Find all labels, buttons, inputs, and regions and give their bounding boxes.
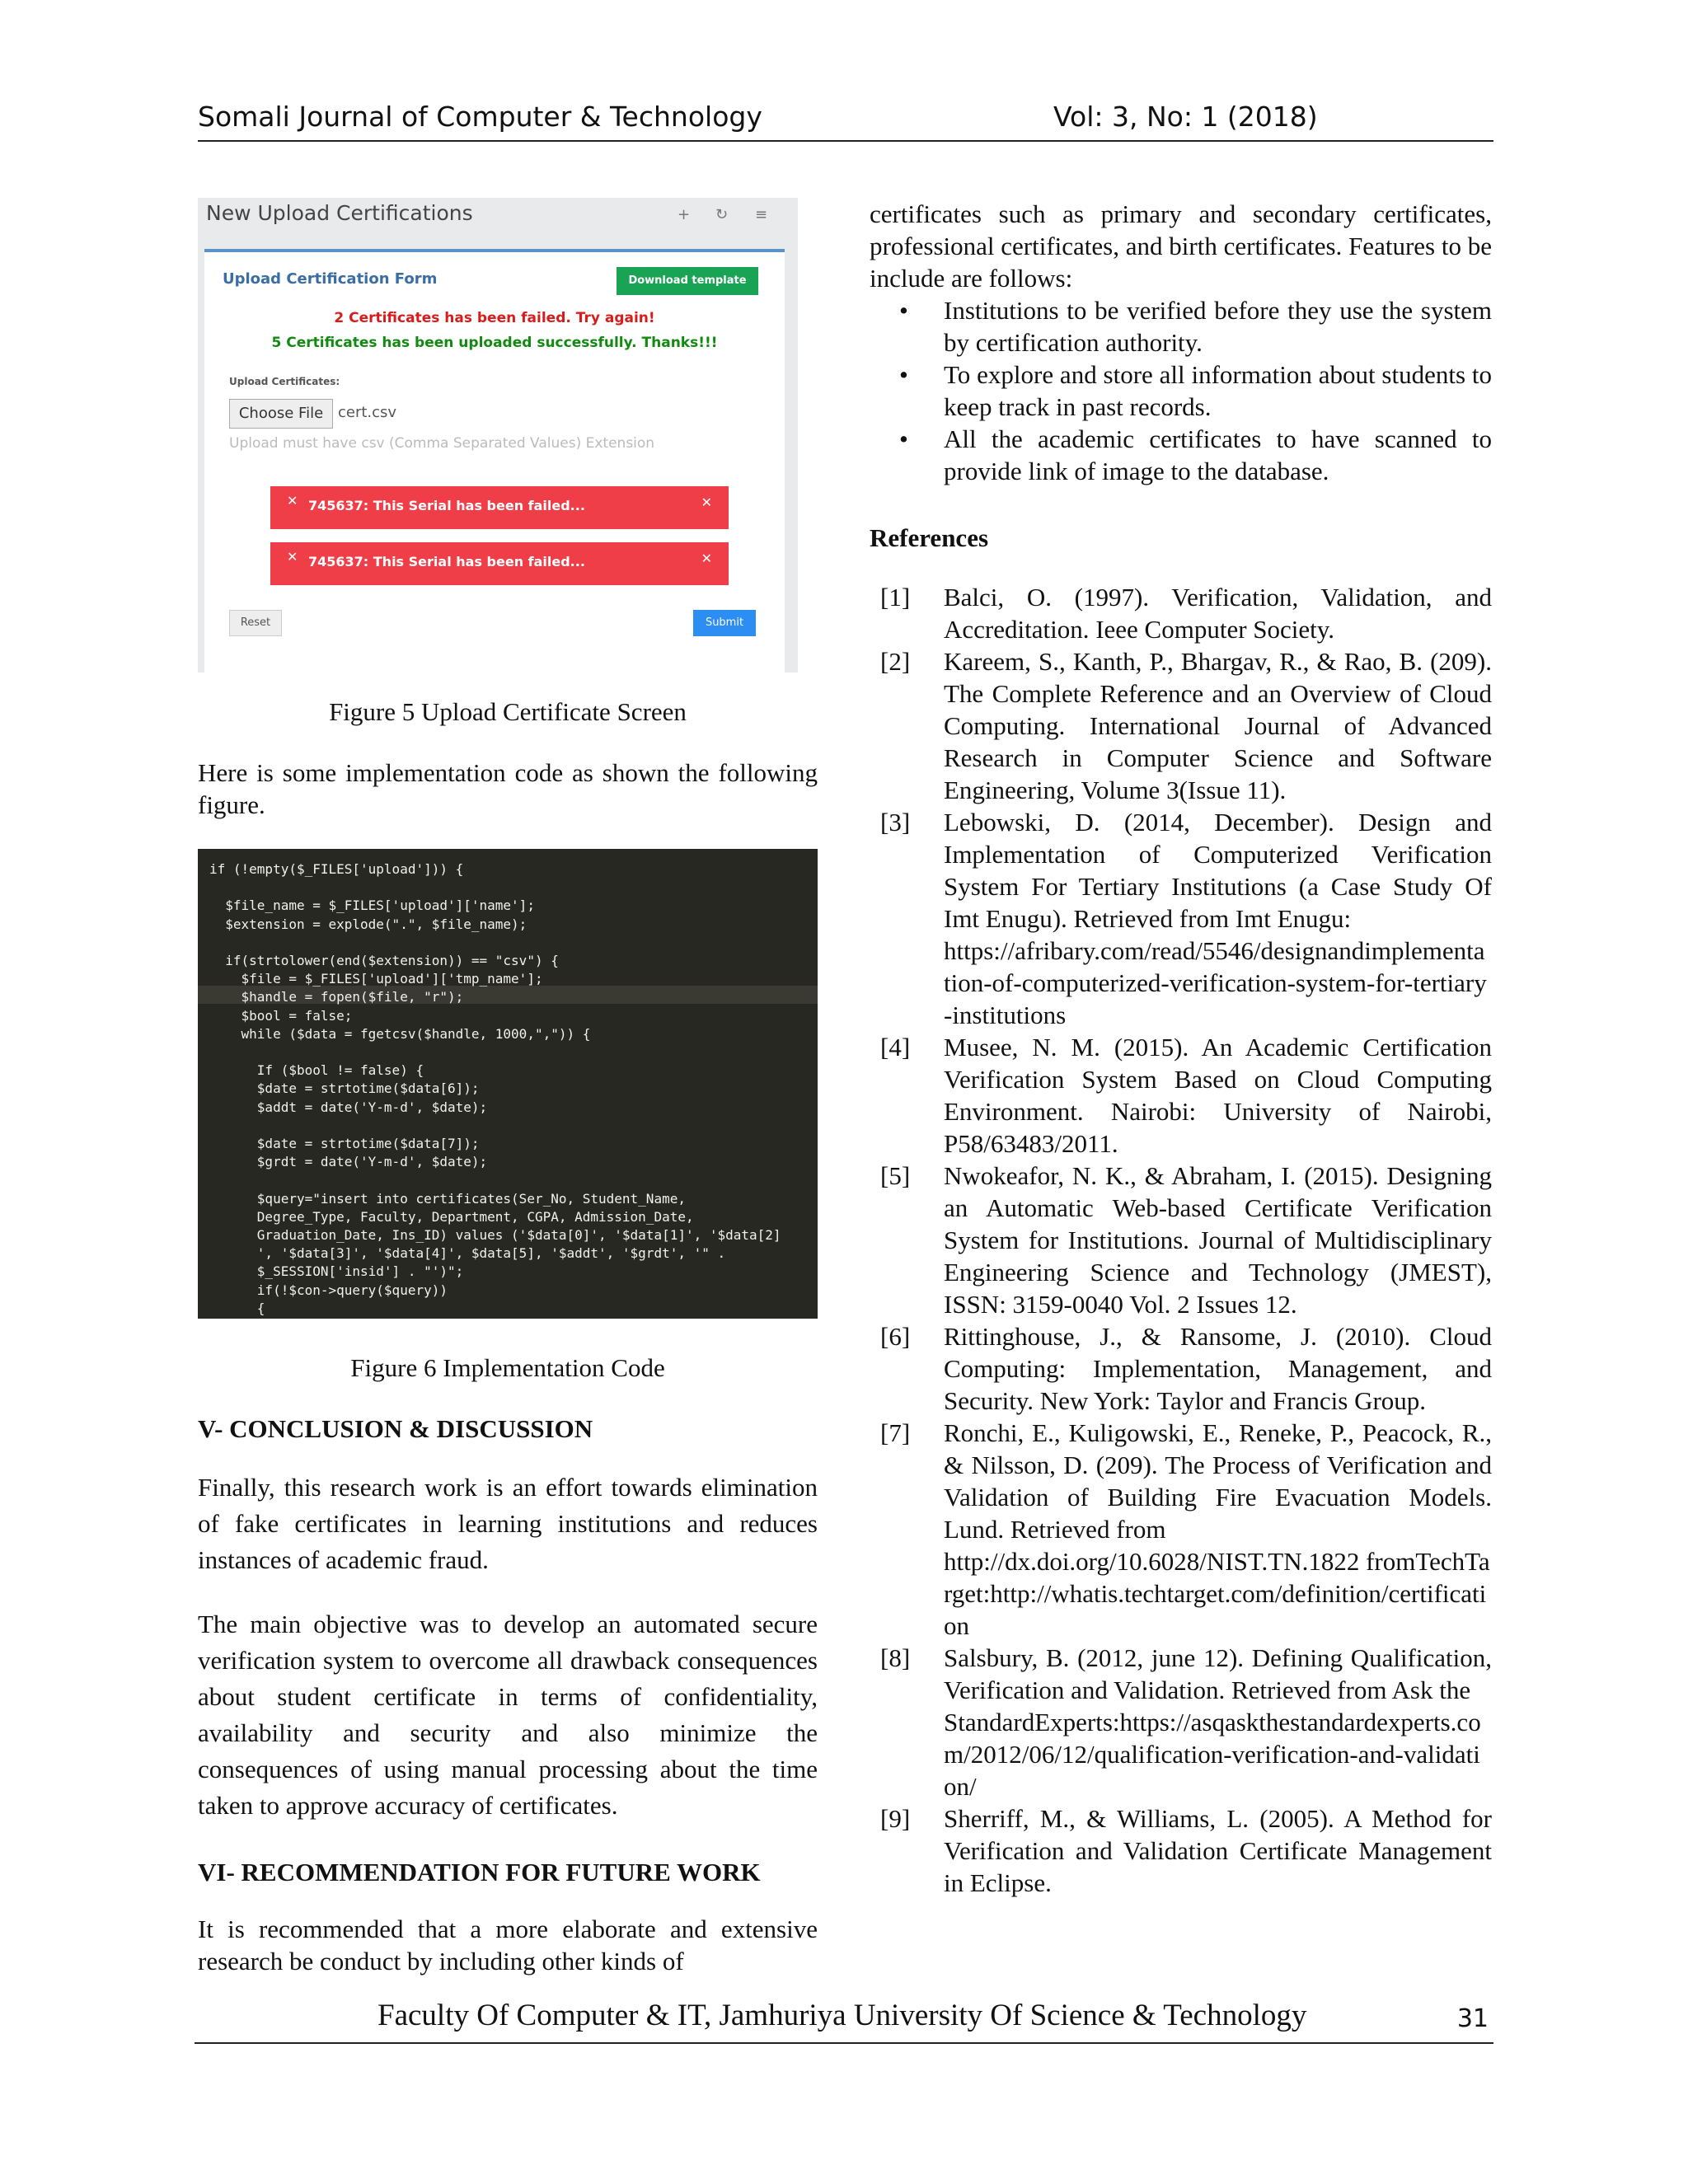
code-line: { (209, 1300, 265, 1316)
code-line: $_SESSION['insid'] . "')"; (209, 1263, 464, 1280)
code-line: $date = strtotime($data[6]); (209, 1080, 480, 1097)
code-line: If ($bool != false) { (209, 1062, 424, 1079)
code-line: $bool = false; (209, 1007, 353, 1024)
upload-form-card (204, 249, 785, 673)
refresh-icon[interactable]: ↻ (715, 206, 729, 223)
references-list (870, 581, 1492, 1899)
list-item: • Institutions to be verified before they use the system by certification authority. (899, 296, 1492, 357)
reference-item: [3] Lebowski, D. (2014, December). Design and Implementation of Computerized Verification System For Tertiary Institutions (a Case Study Of Imt Enugu). Retrieved from Imt Enugu: https://afribary.com/read/5546/designandimplementation-of-computerized-verification-system-for-tertiary-institutions (880, 808, 1492, 1029)
failed-serial-alert (270, 542, 729, 585)
code-line: $grdt = date('Y-m-d', $date); (209, 1154, 488, 1170)
menu-icon[interactable]: ≡ (755, 206, 768, 223)
code-line: if (!empty($_FILES['upload'])) { (209, 861, 464, 877)
right-intro-paragraph: certificates such as primary and secondary certificates, professional certificates, and birth certificates. Features to be include are follows: (870, 199, 1492, 293)
code-line: $file_name = $_FILES['upload']['name']; (209, 898, 535, 914)
features-list (870, 294, 1492, 487)
reference-item: [6] Rittinghouse, J., & Ransome, J. (2010). Cloud Computing: Implementation, Management, and Security. New York: Taylor and Francis Group. (880, 1322, 1492, 1415)
reference-link[interactable]: StandardExperts:https://asqaskthestandardexperts.com/2012/06/12/qualification-verification-and-validation/ (944, 1708, 1481, 1801)
download-template-button[interactable]: Download template (617, 267, 758, 295)
paragraph: It is recommended that a more elaborate and extensive research be conduct by including other kinds of (198, 1915, 818, 1975)
form-title: Upload Certification Form (223, 270, 438, 288)
figure5-caption: Figure 5 Upload Certificate Screen (329, 697, 687, 726)
code-line: $handle = fopen($file, "r"); (209, 989, 464, 1005)
plus-icon[interactable]: + (678, 206, 691, 223)
reference-item: [8] Salsbury, B. (2012, june 12). Defining Qualification, Verification and Validation. Retrieved from Ask the StandardExperts:https://asqaskthestandardexperts.com/2012/06/12/qualification-verification-and-validation/ (880, 1643, 1492, 1801)
reset-button[interactable]: Reset (229, 610, 282, 636)
reference-item: [1] Balci, O. (1997). Verification, Validation, and Accreditation. Ieee Computer Society. (880, 583, 1492, 644)
error-message: 2 Certificates has been failed. Try again! (334, 310, 655, 326)
list-item: • All the academic certificates to have scanned to provide link of image to the database. (899, 424, 1492, 485)
reference-item: [7] Ronchi, E., Kuligowski, E., Reneke, P., Peacock, R., & Nilsson, D. (209). The Process of Verification and Validation of Building Fire Evacuation Models. Lund. Retrieved from http://dx.doi.org/10.6028/NIST.TN.1822 fromTechTarget:http://whatis.techtarget.com/definition/certification (880, 1418, 1492, 1640)
failed-serial-alert (270, 486, 729, 529)
close-icon[interactable]: ✕ (701, 494, 712, 510)
page-header (198, 97, 1493, 142)
page-number: 31 (1456, 2004, 1489, 2033)
section-heading: V- CONCLUSION & DISCUSSION (198, 1414, 593, 1443)
reference-link[interactable]: https://afribary.com/read/5546/designandimplementation-of-computerized-verification-system-for-tertiary-institutions (944, 936, 1487, 1029)
code-line: $date = strtotime($data[7]); (209, 1136, 480, 1151)
close-icon[interactable]: ✕ (287, 549, 298, 565)
journal-volume: Vol: 3, No: 1 (2018) (1053, 101, 1318, 133)
upload-screen-title: New Upload Certifications (206, 201, 473, 225)
references-heading: References (870, 523, 989, 552)
reference-link[interactable]: http://dx.doi.org/10.6028/NIST.TN.1822 fromTechTarget:http://whatis.techtarget.com/definition/certification (944, 1547, 1490, 1640)
close-icon[interactable]: ✕ (287, 493, 298, 509)
code-line: $query="insert into certificates(Ser_No, Student_Name, (209, 1190, 686, 1207)
choose-file-button[interactable]: Choose File (229, 399, 333, 429)
selected-file-name: cert.csv (338, 404, 397, 421)
figure6-caption: Figure 6 Implementation Code (350, 1353, 665, 1382)
reference-item: [4] Musee, N. M. (2015). An Academic Certification Verification System Based on Cloud Computing Environment. Nairobi: University of Nairobi, P58/63483/2011. (880, 1033, 1492, 1158)
code-line: ', '$data[3]', '$data[4]', $data[5], '$addt', '$grdt', '" . (209, 1245, 726, 1262)
code-line: if(!$con->query($query)) (209, 1282, 448, 1298)
journal-name: Somali Journal of Computer & Technology (198, 101, 762, 133)
upload-label: Upload Certificates: (229, 376, 340, 387)
alert-text: 745637: This Serial has been failed... (308, 554, 585, 569)
code-line: $extension = explode(".", $file_name); (209, 916, 528, 932)
code-line: while ($data = fgetcsv($handle, 1000,",")) { (209, 1025, 591, 1042)
upload-certificate-screenshot (198, 198, 798, 673)
list-item: • To explore and store all information about students to keep track in past records. (899, 360, 1492, 421)
page-footer (195, 1994, 1493, 2044)
code-line: Graduation_Date, Ins_ID) values ('$data[0]', '$data[1]', '$data[2] (209, 1227, 781, 1243)
paragraph: Finally, this research work is an effort towards elimination of fake certificates in learning institutions and reduces instances of academic fraud. (198, 1473, 818, 1574)
code-line: $file = $_FILES['upload']['tmp_name']; (209, 971, 543, 987)
intro-paragraph: Here is some implementation code as shown the following figure. (198, 758, 818, 819)
reference-item: [2] Kareem, S., Kanth, P., Bhargav, R., & Rao, B. (209). The Complete Reference and an Overview of Cloud Computing. International Journal of Advanced Research in Computer Science and Software Engineering, Volume 3(Issue 11). (880, 647, 1492, 804)
alert-text: 745637: This Serial has been failed... (308, 498, 585, 513)
code-line: Degree_Type, Faculty, Department, CGPA, Admission_Date, (209, 1208, 694, 1225)
code-line: if(strtolower(end($extension)) == "csv") { (209, 953, 559, 968)
section-5 (198, 1413, 818, 1824)
paragraph: The main objective was to develop an automated secure verification system to overcome all drawback consequences about student certificate in terms of confidentiality, availability and security and also minimize the consequences of using manual processing about the time taken to approve accuracy of certificates. (198, 1610, 818, 1820)
upload-hint: Upload must have csv (Comma Separated Values) Extension (229, 435, 655, 452)
reference-item: [9] Sherriff, M., & Williams, L. (2005). A Method for Verification and Validation Certificate Management in Eclipse. (880, 1804, 1492, 1897)
reference-item: [5] Nwokeafor, N. K., & Abraham, I. (2015). Designing an Automatic Web-based Certificate Verification System for Institutions. Journal of Multidisciplinary Engineering Science and Technology (JMEST), ISSN: 3159-0040 Vol. 2 Issues 12. (880, 1161, 1492, 1319)
footer-institution: Faculty Of Computer & IT, Jamhuriya University Of Science & Technology (377, 1999, 1307, 2032)
submit-button[interactable]: Submit (693, 610, 756, 636)
implementation-code-figure (198, 849, 818, 1319)
section-heading: VI- RECOMMENDATION FOR FUTURE WORK (198, 1858, 761, 1886)
success-message: 5 Certificates has been uploaded successfully. Thanks!!! (271, 335, 718, 351)
code-line: $addt = date('Y-m-d', $date); (209, 1099, 488, 1115)
section-6 (198, 1856, 818, 1977)
close-icon[interactable]: ✕ (701, 551, 712, 566)
